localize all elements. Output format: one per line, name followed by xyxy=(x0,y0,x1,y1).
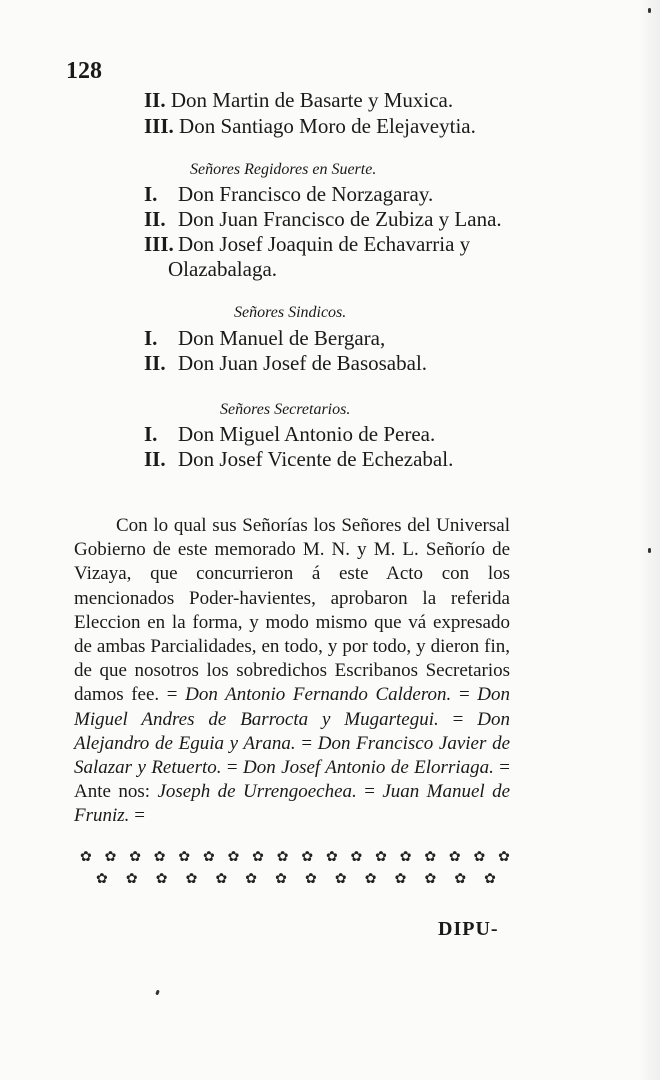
flower-ornament-icon: ✿ xyxy=(276,849,289,865)
flower-ornament-icon: ✿ xyxy=(275,871,287,887)
list-item xyxy=(144,234,470,255)
flower-ornament-icon: ✿ xyxy=(153,849,166,865)
flower-ornament-icon: ✿ xyxy=(424,871,437,887)
flower-ornament-icon: ✿ xyxy=(484,871,496,887)
list-numeral: II. xyxy=(144,207,166,231)
flower-ornament-icon: ✿ xyxy=(424,849,437,865)
list-numeral: II. xyxy=(144,88,166,112)
flower-ornament-icon: ✿ xyxy=(375,849,387,865)
paragraph-text: Con lo qual sus Señorías los Señores del Universal Gobierno de este memorado M. N. y M. L. Señorío de Vizaya, que concurrieron á este Acto con los mencionados Poder-havientes, aprobaron la referida Eleccion en la forma, y modo mismo que vá expresado de ambas Parcialidades, en todo, y por todo, y dieron fin, de que nosotros los sobredichos Escribanos Secretarios damos fee. = xyxy=(74,515,510,706)
list-item xyxy=(144,449,453,470)
page-number: 128 xyxy=(66,58,102,84)
flower-ornament-icon: ✿ xyxy=(125,871,138,887)
list-item xyxy=(144,90,453,111)
catchword: DIPU- xyxy=(438,918,499,940)
signature-separator: = xyxy=(134,805,145,827)
list-text: Don Martin de Basarte y Muxica. xyxy=(170,88,454,112)
list-text: Don Miguel Antonio de Perea. xyxy=(178,422,436,446)
list-item xyxy=(144,328,385,349)
signature-name: Don Alejandro de Eguia y Arana. xyxy=(74,708,511,754)
list-item xyxy=(144,116,476,137)
list-item xyxy=(144,209,502,230)
flower-ornament-icon: ✿ xyxy=(178,849,191,865)
flower-ornament-icon: ✿ xyxy=(394,871,407,887)
page-edge-shading xyxy=(638,0,660,1080)
flower-ornament-icon: ✿ xyxy=(399,849,412,865)
flower-ornament-icon: ✿ xyxy=(334,871,347,887)
flower-ornament-icon: ✿ xyxy=(350,849,363,865)
ink-speck xyxy=(648,8,651,13)
list-item-continuation xyxy=(168,259,277,280)
signature-name: Don Miguel Andres de Barrocta y Mugartegui. xyxy=(74,684,511,730)
signature-name: Don Francisco Javier de Salazar y Retuerto. xyxy=(74,732,510,779)
section-heading-secretarios: Señores Secretarios. xyxy=(220,401,351,418)
flower-ornament-icon: ✿ xyxy=(129,849,141,865)
list-text: Don Juan Josef de Basosabal. xyxy=(178,351,428,375)
list-numeral: II. xyxy=(144,447,166,471)
flower-ornament-icon: ✿ xyxy=(498,849,510,865)
flower-ornament-icon: ✿ xyxy=(155,871,168,887)
signature-separator: = xyxy=(364,781,375,803)
list-numeral: I. xyxy=(144,422,158,446)
signature-separator: = Ante nos: xyxy=(74,757,510,803)
signature-separator: = xyxy=(226,757,238,779)
signature-name: Don Antonio Fernando Calderon. xyxy=(185,684,452,706)
list-item xyxy=(144,184,433,205)
flower-ornament-icon: ✿ xyxy=(448,849,461,865)
signature-name: Joseph de Urrengoechea. xyxy=(157,781,357,803)
ornament-band-top xyxy=(80,850,510,864)
flower-ornament-icon: ✿ xyxy=(325,849,338,865)
flower-ornament-icon: ✿ xyxy=(245,871,258,887)
signature-separator: = xyxy=(458,684,470,706)
flower-ornament-icon: ✿ xyxy=(301,849,314,865)
flower-ornament-icon: ✿ xyxy=(104,849,117,865)
list-numeral: III. xyxy=(144,232,174,256)
section-heading-sindicos: Señores Sindicos. xyxy=(234,304,347,321)
signature-separator: = xyxy=(452,708,464,730)
flower-ornament-icon: ✿ xyxy=(215,871,228,887)
list-text: Don Juan Francisco de Zubiza y Lana. xyxy=(178,207,502,231)
list-numeral: I. xyxy=(144,326,158,350)
flower-ornament-icon: ✿ xyxy=(364,871,377,887)
ink-speck xyxy=(648,548,651,553)
list-numeral: I. xyxy=(144,182,158,206)
flower-ornament-icon: ✿ xyxy=(80,849,92,865)
flower-ornament-icon: ✿ xyxy=(252,849,264,865)
list-numeral: II. xyxy=(144,351,166,375)
ornament-band-bottom xyxy=(96,872,496,886)
flower-ornament-icon: ✿ xyxy=(96,871,108,887)
list-text: Don Francisco de Norzagaray. xyxy=(178,182,434,206)
flower-ornament-icon: ✿ xyxy=(305,871,317,887)
list-numeral: III. xyxy=(144,114,174,138)
list-item xyxy=(144,353,427,374)
body-paragraph xyxy=(74,514,510,829)
flower-ornament-icon: ✿ xyxy=(202,849,215,865)
flower-ornament-icon: ✿ xyxy=(473,849,486,865)
signature-separator: = xyxy=(301,732,313,754)
flower-ornament-icon: ✿ xyxy=(227,849,240,865)
section-heading-regidores: Señores Regidores en Suerte. xyxy=(190,161,377,178)
flower-ornament-icon: ✿ xyxy=(454,871,467,887)
list-text: Don Josef Joaquin de Echavarria y xyxy=(178,232,471,256)
list-text: Don Josef Vicente de Echezabal. xyxy=(178,447,454,471)
list-item xyxy=(144,424,435,445)
ink-speck xyxy=(155,990,160,996)
list-text: Olazabalaga. xyxy=(168,257,278,281)
signature-name: Juan Manuel de Fruniz. xyxy=(74,781,511,827)
list-text: Don Manuel de Bergara, xyxy=(178,326,386,350)
signature-name: Don Josef Antonio de Elorriaga. xyxy=(243,757,494,779)
flower-ornament-icon: ✿ xyxy=(185,871,198,887)
list-text: Don Santiago Moro de Elejaveytia. xyxy=(179,114,476,138)
